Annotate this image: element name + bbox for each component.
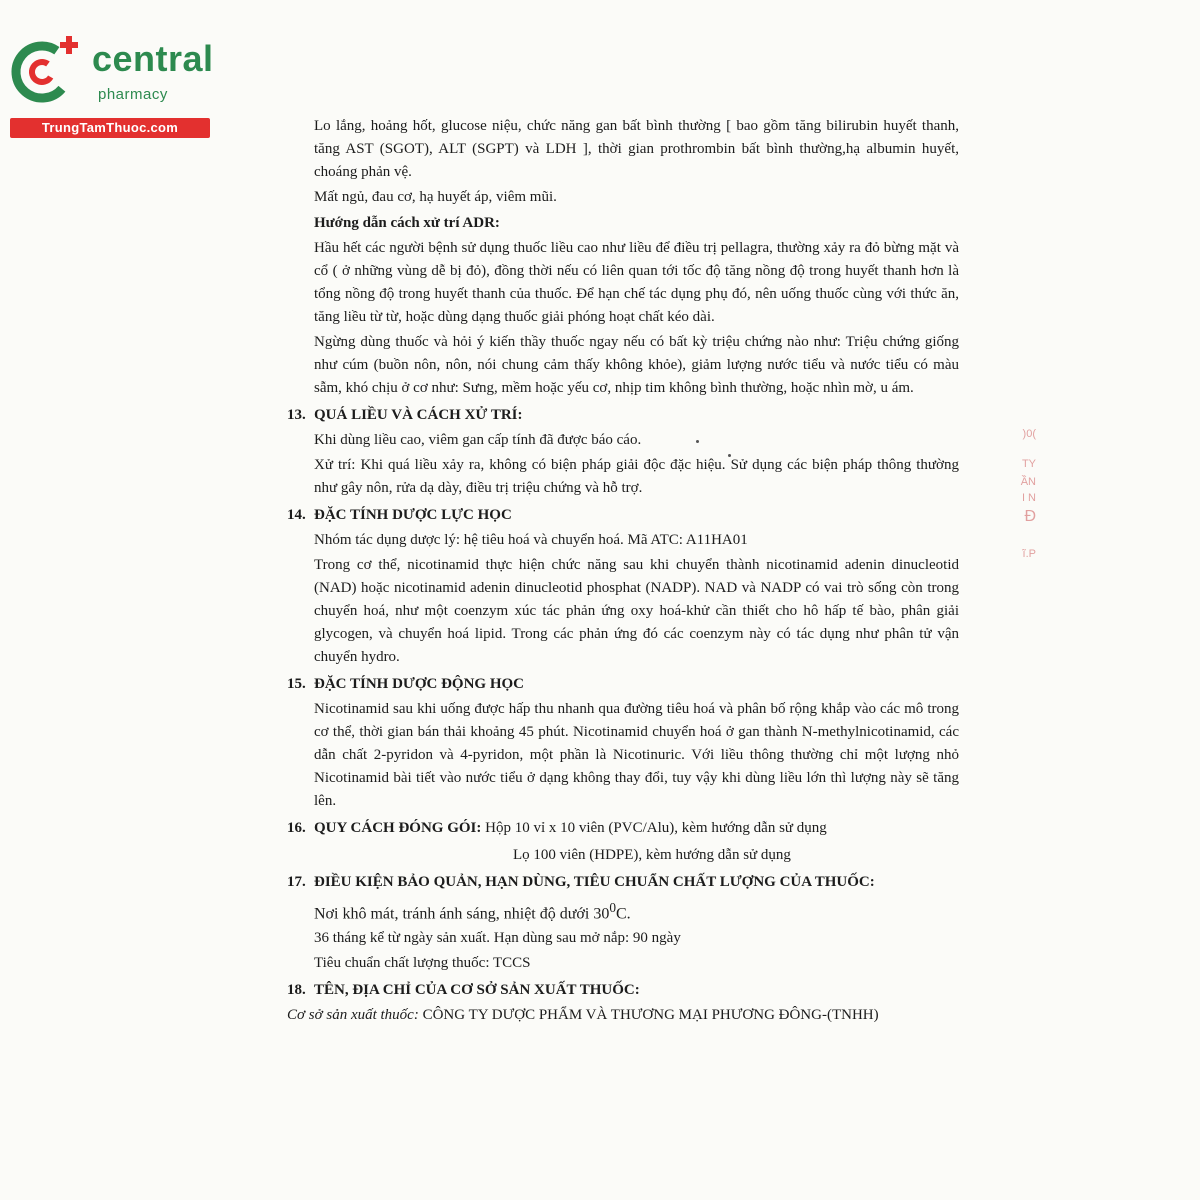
section-title: ĐẶC TÍNH DƯỢC LỰC HỌC [314,507,512,523]
section-15-heading [287,673,959,696]
storage-degree: 0 [609,900,616,915]
section-title: ĐIỀU KIỆN BẢO QUẢN, HẠN DÙNG, TIÊU CHUẨN CHẤT LƯỢNG CỦA THUỐC: [314,874,875,890]
section-18-heading [287,979,959,1002]
adr-paragraph-2: Mất ngủ, đau cơ, hạ huyết áp, viêm mũi. [314,189,557,205]
section-14-heading [287,504,959,527]
storage-condition [314,896,959,925]
storage-unit: C. [616,905,631,923]
shelf-life: 36 tháng kể từ ngày sản xuất. Hạn dùng sau mở nắp: 90 ngày [314,930,681,947]
section-title: QUY CÁCH ĐÓNG GÓI: [314,820,482,836]
section-title: TÊN, ĐỊA CHỈ CỦA CƠ SỞ SẢN XUẤT THUỐC: [314,982,640,999]
manufacturer-label: Cơ sở sản xuất thuốc: [287,1007,419,1024]
website-banner: TrungTamThuoc.com [10,118,210,138]
manufacturer-line [287,1004,959,1027]
red-stamp-fragment: )0( TY ẦN I N Đ ĩ.P [1020,428,1036,560]
storage-text: Nơi khô mát, tránh ánh sáng, nhiệt độ dưới 30 [314,905,610,923]
logo-mark-icon [10,34,90,114]
section-number: 14. [287,507,306,523]
section-number: 13. [287,407,306,423]
manufacturer-name: CÔNG TY DƯỢC PHẨM VÀ THƯƠNG MẠI PHƯƠNG ĐÔNG-(TNHH) [422,1007,879,1024]
quality-standard: Tiêu chuẩn chất lượng thuốc: TCCS [314,955,531,972]
section-13-heading [287,404,959,427]
s14-paragraph-2: Trong cơ thể, nicotinamid thực hiện chức năng sau khi chuyển thành nicotinamid adenin dinucleotid (NAD) hoặc nicotinamid adenin dinucleotid phosphat (NADP). NAD và NADP có vai trò sống còn trong chuyển hoá, như một coenzym xúc tác phản ứng oxy hoá-khử cần thiết cho hô hấp tế bào, phân giải glycogen, và chuyển hoá lipid. Trong các phản ứng đó các coenzym này có tác dụng như phân tử vận chuyển hydro. [314,557,959,665]
s15-paragraph-1: Nicotinamid sau khi uống được hấp thu nhanh qua đường tiêu hoá và phân bố rộng khắp vào các mô trong cơ thể, thời gian bán thải khoảng 45 phút. Nicotinamid chuyển hoá ở gan thành N-methylnicotinamid, các dẫn chất 2-pyridon và 4-pyridon, một phần là Nicotinuric. Với liều thông thường chỉ một lượng nhỏ Nicotinamid bài tiết vào nước tiểu ở dạng không thay đổi, tuy vậy khi dùng liều lớn thì lượng này sẽ tăng lên. [314,701,959,809]
section-16-heading [287,817,959,840]
adr-guide-paragraph-1: Hầu hết các người bệnh sử dụng thuốc liều cao như liều để điều trị pellagra, thường xảy ra đỏ bừng mặt và cổ ( ở những vùng dễ bị đỏ), đồng thời nếu có liên quan tới tốc độ tăng nồng độ trong huyết thanh hơn là tổng nồng độ trong huyết thanh của thuốc. Để hạn chế tác dụng phụ đó, nên uống thuốc cùng với thức ăn, tăng liều từ từ, hoặc dùng dạng thuốc giải phóng hoạt chất kéo dài. [314,240,959,325]
section-17-heading [287,871,959,894]
brand-subtitle: pharmacy [98,86,168,103]
section-number: 18. [287,982,306,999]
section-title: ĐẶC TÍNH DƯỢC ĐỘNG HỌC [314,676,525,692]
s13-paragraph-1: Khi dùng liều cao, viêm gan cấp tính đã được báo cáo. [314,432,642,448]
section-number: 15. [287,676,306,692]
central-pharmacy-logo [10,34,220,140]
s13-paragraph-2: Xử trí: Khi quá liều xảy ra, không có biện pháp giải độc đặc hiệu. Sử dụng các biện pháp thông thường như gây nôn, rửa dạ dày, điều trị triệu chứng và hỗ trợ. [314,457,959,496]
packaging-option-2: Lọ 100 viên (HDPE), kèm hướng dẫn sử dụng [513,847,791,863]
adr-guide-heading: Hướng dẫn cách xử trí ADR: [314,215,500,231]
section-number: 17. [287,874,306,890]
s14-paragraph-1: Nhóm tác dụng dược lý: hệ tiêu hoá và chuyển hoá. Mã ATC: A11HA01 [314,532,748,548]
brand-name: central [92,38,214,79]
adr-paragraph-1: Lo lắng, hoảng hốt, glucose niệu, chức năng gan bất bình thường [ bao gồm tăng bilirubin huyết thanh, tăng AST (SGOT), ALT (SGPT) và LDH ], thời gian prothrombin bất bình thường,hạ albumin huyết, choáng phản vệ. [314,118,959,180]
section-number: 16. [287,820,306,836]
packaging-option-1: Hộp 10 vỉ x 10 viên (PVC/Alu), kèm hướng dẫn sử dụng [485,820,827,836]
section-title: QUÁ LIỀU VÀ CÁCH XỬ TRÍ: [314,407,523,423]
document-page [287,115,959,1027]
adr-guide-paragraph-2: Ngừng dùng thuốc và hỏi ý kiến thầy thuốc ngay nếu có bất kỳ triệu chứng nào như: Triệu chứng giống như cúm (buồn nôn, nôn, nói chung cảm thấy không khỏe), giảm lượng nước tiểu và nước tiểu có màu sẫm, khó chịu ở cơ như: Sưng, mềm hoặc yếu cơ, nhịp tim không bình thường, hoặc nhìn mờ, u ám. [314,334,959,396]
